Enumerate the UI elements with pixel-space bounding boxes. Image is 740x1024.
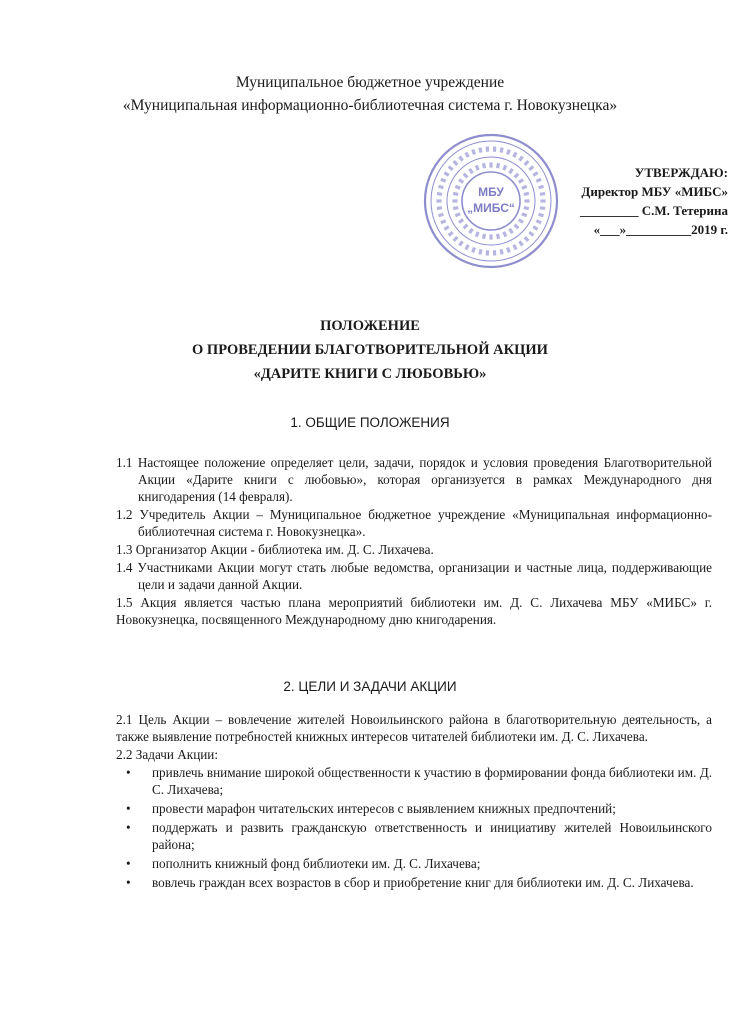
stamp-mark [468,228,474,234]
stamp-mark [438,185,444,189]
stamp-mark [499,249,503,255]
stamp-mark [486,146,490,151]
section1-item: 1.4 Участниками Акции могут стать любые ведомства, организации и частные лица, поддерживающие цели и задачи данной Акции. [116,560,712,592]
stamp-mark [436,199,441,202]
task-text: провести марафон читательских интересов с выявлением книжных предпочтений; [152,801,616,816]
section1-item: 1.1 Настоящее положение определяет цели, задачи, порядок и условия проведения Благотворительной Акции «Дарите книги с любовью», которая организуется в рамках Международного дня книгодарения (14 февраля). [116,455,712,504]
stamp-mark [437,206,443,210]
stamp-mark [478,147,482,153]
stamp-mark [464,152,469,158]
approval-position: Директор МБУ «МИБС» [581,184,728,199]
stamp-mark [499,147,503,153]
stamp-mark [453,236,459,242]
organization-name-line2: «Муниципальная информационно-библиотечная система г. Новокузнецка» [122,97,618,114]
section2-tasks-heading: 2.2 Задачи Акции: [116,747,219,762]
stamp-mark [444,171,450,176]
stamp-mark [448,165,454,171]
stamp-mark [518,155,524,161]
stamp-mark [471,247,476,253]
stamp-mark [444,225,450,230]
stamp-mark [475,231,480,237]
list-item: • пополнить книжный фонд библиотеки им. Д. С. Лихачева; [126,856,481,871]
stamp-mark [489,234,492,239]
list-item: • поддержать и развить гражданскую ответственность и инициативу жителей Новоильинского района; [126,820,712,852]
stamp-mark [455,185,461,190]
stamp-mark [506,247,511,253]
task-text: пополнить книжный фонд библиотеки им. Д. С. Лихачева; [152,856,481,871]
stamp-mark [463,223,469,229]
stamp-mark [475,165,480,171]
stamp-mark [437,192,443,196]
stamp-center-line2: „МИБС“ [467,201,515,215]
stamp-mark [482,233,486,239]
approval-title: УТВЕРЖДАЮ: [634,165,728,180]
stamp-mark [478,249,482,255]
stamp-mark [453,160,459,166]
section2-body [116,711,712,893]
stamp-mark [512,244,517,250]
stamp-mark [455,212,461,217]
section1-item: 1.2 Учредитель Акции – Муниципальное бюджетное учреждение «Муниципальная информационно-библиотечная система г. Новокузнецка». [116,507,712,539]
stamp-mark [493,250,497,255]
stamp-mark [463,173,469,179]
approval-date-line: «___»__________2019 г. [593,222,728,237]
document-title-line1: ПОЛОЖЕНИЕ [320,318,420,334]
stamp-mark [452,199,457,202]
stamp-mark [458,178,464,184]
document-title-line2: О ПРОВЕДЕНИИ БЛАГОТВОРИТЕЛЬНОЙ АКЦИИ [192,342,548,358]
document-title-line3: «ДАРИТЕ КНИГИ С ЛЮБОВЬЮ» [253,366,487,382]
section1-body [116,454,712,629]
stamp-mark [438,213,444,217]
stamp-mark [453,206,459,210]
approval-block [498,163,728,239]
stamp-mark [440,178,446,183]
section2-goal: 2.1 Цель Акции – вовлечение жителей Новоильинского района в благотворительную деятельность, а также выявление потребностей книжных интересов читателей библиотеки им. Д. С. Лихачева. [116,712,712,744]
list-item: • вовлечь граждан всех возрастов в сбор и приобретение книг для библиотеки им. Д. С. Лихачева. [126,875,694,890]
section1-item: 1.5 Акция является частью плана мероприятий библиотеки им. Д. С. Лихачева МБУ «МИБС» г. Новокузнецка, посвященного Международному дню книгодарения. [116,595,712,627]
stamp-mark [506,149,511,155]
approval-signature-line: _________ С.М. Тетерина [580,203,728,218]
stamp-mark [471,149,476,155]
task-text: вовлечь граждан всех возрастов в сбор и приобретение книг для библиотеки им. Д. С. Лихачева. [152,875,694,890]
task-text: поддержать и развить гражданскую ответственность и инициативу жителей Новоильинского района; [152,820,712,852]
stamp-mark [512,152,517,158]
tasks-list [116,764,712,891]
document-title [100,314,640,386]
stamp-mark [489,162,492,167]
list-item: • привлечь внимание широкой общественности к участию в формировании фонда библиотеки им. Д. С. Лихачева; [126,765,712,797]
organization-name-line1: Муниципальное бюджетное учреждение [235,74,505,91]
stamp-mark [458,218,464,224]
stamp-mark [448,231,454,237]
task-text: привлечь внимание широкой общественности к участию в формировании фонда библиотеки им. Д. С. Лихачева; [152,765,712,797]
stamp-mark [486,250,490,255]
stamp-center-line1: МБУ [478,185,504,199]
stamp-mark [458,155,464,161]
stamp-mark [493,146,497,151]
section1-heading: 1. ОБЩИЕ ПОЛОЖЕНИЯ [290,415,450,430]
stamp-mark [453,192,459,196]
stamp-mark [468,168,474,174]
stamp-mark [482,163,486,169]
stamp-mark [440,219,446,224]
section2-heading: 2. ЦЕЛИ И ЗАДАЧИ АКЦИИ [283,679,457,694]
section1-item: 1.3 Организатор Акции - библиотека им. Д. С. Лихачева. [116,542,434,557]
stamp-mark [458,240,464,246]
stamp-mark [518,240,524,246]
list-item: • провести марафон читательских интересов с выявлением книжных предпочтений; [126,801,616,816]
stamp-mark [464,244,469,250]
